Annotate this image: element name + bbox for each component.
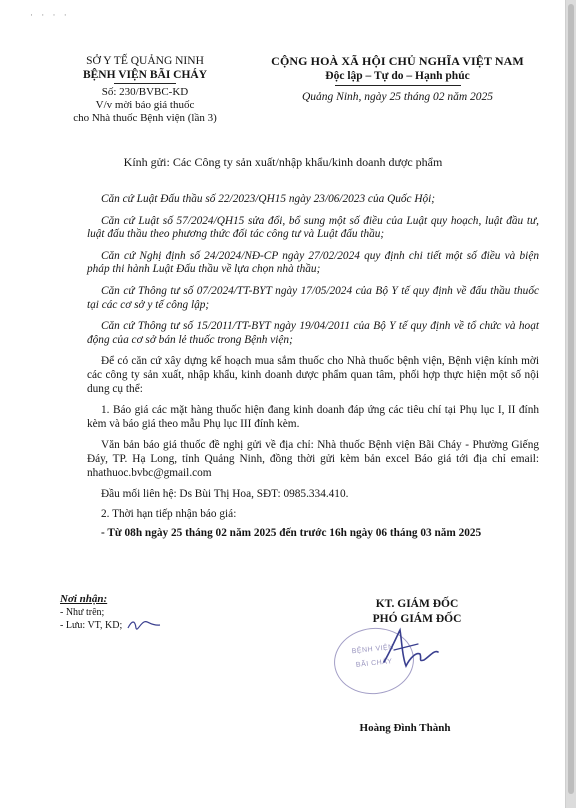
- handwritten-signature-icon: [376, 622, 442, 676]
- initial-signature-icon: [126, 616, 162, 634]
- document-body: [87, 193, 539, 549]
- receivers-title: Nơi nhận:: [60, 593, 108, 605]
- item-2-paragraph: 2. Thời hạn tiếp nhận báo giá:: [101, 507, 237, 520]
- signatory-title-1: KT. GIÁM ĐỐC: [375, 598, 459, 610]
- address-paragraph: Văn bản báo giá thuốc đề nghị gửi về địa chỉ: Nhà thuốc Bệnh viện Bãi Cháy - Phường Giếng Đáy, TP. Hạ Long, tỉnh Quảng Ninh, đồng thời gửi kèm bản excel Báo giá tới địa chỉ email: nhathuoc.bvbc@gmail.com: [87, 439, 539, 479]
- legal-basis-4: Căn cứ Thông tư số 07/2024/TT-BYT ngày 17/05/2024 của Bộ Y tế quy định về đấu thầu thuốc tại các cơ sở y tế công lập;: [87, 284, 539, 311]
- nation-title: CỘNG HOÀ XÃ HỘI CHỦ NGHĨA VIỆT NAM: [271, 54, 524, 68]
- document-number: Số: 230/BVBC-KD: [101, 86, 189, 98]
- issuer-underline: [114, 83, 176, 84]
- hospital-name: BỆNH VIỆN BÃI CHÁY: [82, 69, 208, 81]
- recipient-line: Kính gửi: Các Công ty sản xuất/nhập khẩu/kinh doanh dược phẩm: [123, 155, 443, 169]
- signatory-title-2: PHÓ GIÁM ĐỐC: [372, 613, 462, 625]
- stamp-text-2: BÃI CHÁY: [355, 658, 393, 669]
- legal-basis-1: Căn cứ Luật Đấu thầu số 22/2023/QH15 ngày 23/06/2023 của Quốc Hội;: [101, 193, 436, 205]
- place-date: Quảng Ninh, ngày 25 tháng 02 năm 2025: [301, 91, 494, 103]
- national-motto: Độc lập – Tự do – Hạnh phúc: [325, 70, 470, 82]
- stamp-text-1: BỆNH VIỆN: [351, 643, 395, 656]
- motto-underline: [335, 85, 461, 86]
- contact-paragraph: Đầu mối liên hệ: Ds Bùi Thị Hoa, SĐT: 0985.334.410.: [101, 488, 349, 501]
- scan-speckles: · · · ·: [30, 10, 70, 20]
- receiver-item: - Lưu: VT, KD;: [60, 620, 123, 631]
- legal-basis-5: Căn cứ Thông tư số 15/2011/TT-BYT ngày 19/04/2011 của Bộ Y tế quy định về tổ chức và hoạt động của cơ sở bán lẻ thuốc trong Bệnh viện;: [87, 320, 539, 346]
- legal-basis-3: Căn cứ Nghị định số 24/2024/NĐ-CP ngày 27/02/2024 quy định chi tiết một số điều và biện pháp thi hành Luật Đấu thầu về lựa chọn nhà thầu;: [87, 249, 539, 276]
- issuer-block: [60, 54, 230, 125]
- signatory-name: Hoàng Đình Thành: [359, 722, 451, 734]
- subject-line-1: V/v mời báo giá thuốc: [95, 99, 195, 111]
- item-1-paragraph: 1. Báo giá các mặt hàng thuốc hiện đang kinh doanh đáp ứng các tiêu chí tại Phụ lục I, II đính kèm và báo giá theo mẫu Phụ lục III đính kèm.: [87, 404, 539, 430]
- scrollbar-thumb[interactable]: [568, 4, 574, 794]
- subject-line-2: cho Nhà thuốc Bệnh viện (lần 3): [73, 112, 217, 124]
- receiver-item: - Như trên;: [60, 607, 105, 618]
- intro-paragraph: Để có căn cứ xây dựng kế hoạch mua sắm thuốc cho Nhà thuốc bệnh viện, Bệnh viện kính mời các công ty sản xuất, nhập khẩu, kinh doanh dược phẩm quan tâm, phối hợp thực hiện một số nội dung cụ thể:: [87, 355, 539, 395]
- ministry-name: SỞ Y TẾ QUẢNG NINH: [86, 55, 204, 67]
- legal-basis-2: Căn cứ Luật số 57/2024/QH15 sửa đổi, bổ sung một số điều của Luật quy hoạch, luật đầu tư, luật đấu thầu theo phương thức đối tác công tư và Luật đấu thầu;: [87, 214, 539, 241]
- deadline-paragraph: - Từ 08h ngày 25 tháng 02 năm 2025 đến trước 16h ngày 06 tháng 03 năm 2025: [101, 527, 482, 540]
- national-header: [255, 54, 540, 105]
- vertical-scrollbar[interactable]: [565, 0, 576, 808]
